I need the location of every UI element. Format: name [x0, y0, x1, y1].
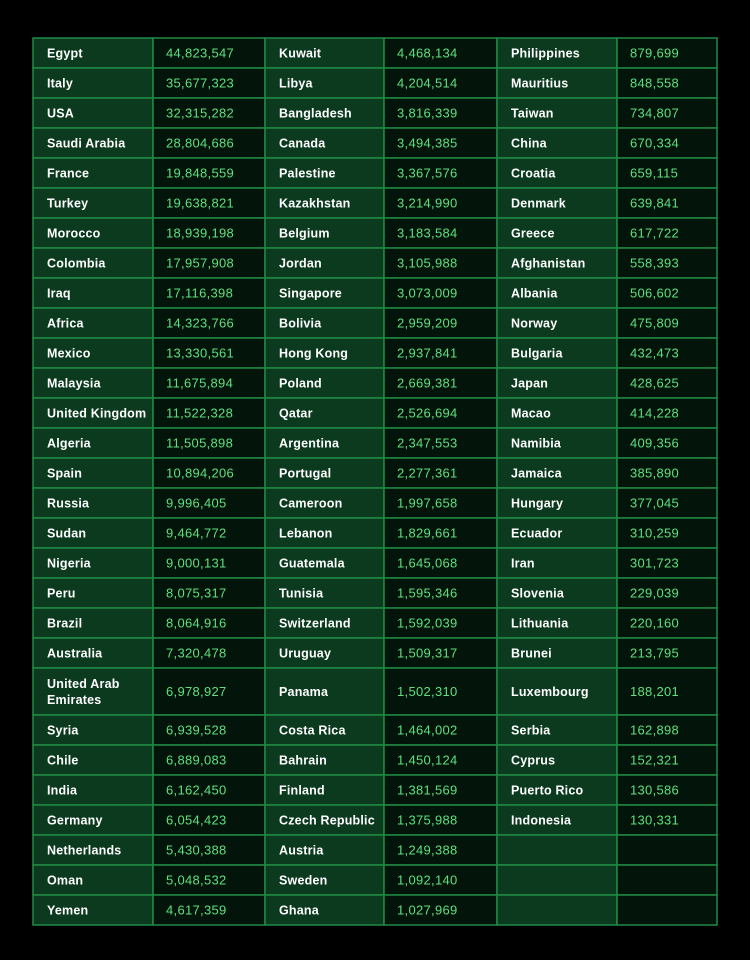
country-label: Brazil — [47, 616, 83, 631]
country-label: Spain — [47, 466, 83, 481]
country-label: Bahrain — [279, 753, 327, 768]
value-label: 19,638,821 — [166, 195, 235, 211]
country-label: Taiwan — [511, 106, 554, 121]
country-label: Hong Kong — [279, 346, 349, 361]
value-label: 659,115 — [630, 165, 679, 181]
value-label: 2,526,694 — [397, 405, 458, 421]
value-label: 4,204,514 — [397, 75, 458, 91]
value-label: 18,939,198 — [166, 225, 235, 241]
value-label: 670,334 — [630, 135, 680, 151]
value-label: 162,898 — [630, 722, 680, 738]
country-label-line: Emirates — [47, 693, 102, 707]
country-label: Mauritius — [511, 76, 569, 91]
value-label: 4,617,359 — [166, 902, 227, 918]
value-label: 7,320,478 — [166, 645, 227, 661]
country-label: Morocco — [47, 226, 101, 241]
country-label: Qatar — [279, 406, 313, 421]
value-label: 32,315,282 — [166, 105, 235, 121]
country-label: Cyprus — [511, 753, 556, 768]
country-label: Switzerland — [279, 616, 351, 631]
value-label: 188,201 — [630, 684, 680, 699]
value-label: 558,393 — [630, 255, 680, 271]
value-label: 44,823,547 — [166, 45, 235, 61]
value-label: 6,889,083 — [166, 752, 227, 768]
country-label: Germany — [47, 813, 103, 828]
country-label: Guatemala — [279, 556, 345, 571]
value-label: 13,330,561 — [166, 345, 235, 361]
country-label: Mexico — [47, 346, 91, 361]
country-cell — [33, 668, 153, 715]
value-label: 5,048,532 — [166, 872, 227, 888]
country-label: China — [511, 136, 547, 151]
value-label: 28,804,686 — [166, 135, 235, 151]
country-cell — [497, 865, 617, 895]
country-label: Libya — [279, 76, 313, 91]
country-label: Japan — [511, 376, 549, 391]
country-label: Poland — [279, 376, 322, 391]
value-label: 409,356 — [630, 435, 680, 451]
value-label: 506,602 — [630, 285, 680, 301]
country-label: Portugal — [279, 466, 332, 481]
country-label: Ecuador — [511, 526, 563, 541]
country-label: Sweden — [279, 873, 328, 888]
value-label: 1,375,988 — [397, 812, 458, 828]
country-label: Palestine — [279, 166, 336, 181]
value-label: 1,645,068 — [397, 555, 458, 571]
value-label: 2,669,381 — [397, 375, 458, 391]
value-label: 152,321 — [630, 752, 680, 768]
country-label: Finland — [279, 783, 325, 798]
value-label: 3,214,990 — [397, 195, 458, 211]
country-label: Macao — [511, 406, 551, 421]
country-label: Russia — [47, 496, 90, 511]
country-label: USA — [47, 106, 74, 121]
country-label: Namibia — [511, 436, 562, 451]
country-label: Sudan — [47, 526, 87, 541]
value-label: 1,464,002 — [397, 722, 458, 738]
country-label: Nigeria — [47, 556, 91, 571]
value-cell — [617, 865, 717, 895]
country-label: Slovenia — [511, 586, 565, 601]
value-label: 11,505,898 — [166, 435, 234, 451]
country-label: India — [47, 783, 78, 798]
country-label: Panama — [279, 685, 329, 699]
value-label: 130,586 — [630, 782, 680, 798]
value-label: 301,723 — [630, 555, 680, 571]
country-label: Egypt — [47, 46, 83, 61]
value-label: 639,841 — [630, 195, 680, 211]
value-cell — [617, 835, 717, 865]
country-cell — [497, 895, 617, 925]
country-label: Peru — [47, 586, 76, 601]
country-label: Netherlands — [47, 843, 122, 858]
country-label: Bangladesh — [279, 106, 352, 121]
country-label: Serbia — [511, 723, 551, 738]
value-label: 1,509,317 — [397, 645, 458, 661]
country-label: Greece — [511, 226, 555, 241]
value-label: 229,039 — [630, 585, 680, 601]
country-label: Philippines — [511, 46, 580, 61]
value-label: 6,054,423 — [166, 812, 227, 828]
value-label: 1,595,346 — [397, 585, 458, 601]
value-label: 2,937,841 — [397, 345, 458, 361]
country-label: Syria — [47, 723, 79, 738]
value-label: 11,675,894 — [166, 375, 234, 391]
value-label: 130,331 — [630, 812, 680, 828]
value-label: 1,450,124 — [397, 752, 458, 768]
value-label: 17,116,398 — [166, 285, 234, 301]
value-label: 414,228 — [630, 405, 680, 421]
value-label: 2,347,553 — [397, 435, 458, 451]
value-label: 3,367,576 — [397, 165, 458, 181]
value-label: 3,183,584 — [397, 225, 458, 241]
country-label: Croatia — [511, 166, 556, 181]
country-label: Yemen — [47, 903, 89, 918]
value-label: 14,323,766 — [166, 315, 235, 331]
country-label: Norway — [511, 316, 558, 331]
country-label: Turkey — [47, 196, 89, 211]
value-label: 3,073,009 — [397, 285, 458, 301]
country-label: Oman — [47, 873, 84, 888]
value-label: 9,996,405 — [166, 495, 227, 511]
value-label: 4,468,134 — [397, 45, 458, 61]
value-cell — [617, 895, 717, 925]
country-label: Bulgaria — [511, 346, 563, 361]
country-label: Indonesia — [511, 813, 572, 828]
value-label: 1,502,310 — [397, 684, 458, 699]
value-label: 35,677,323 — [166, 75, 235, 91]
value-label: 11,522,328 — [166, 405, 234, 421]
country-label: Belgium — [279, 226, 330, 241]
value-label: 9,000,131 — [166, 555, 227, 571]
value-label: 1,997,658 — [397, 495, 458, 511]
value-label: 2,277,361 — [397, 465, 458, 481]
value-label: 377,045 — [630, 495, 680, 511]
value-label: 6,162,450 — [166, 782, 227, 798]
country-label: Jamaica — [511, 466, 562, 481]
country-label: Australia — [47, 646, 103, 661]
country-label: Kuwait — [279, 46, 322, 61]
value-label: 17,957,908 — [166, 255, 235, 271]
country-label: Cameroon — [279, 496, 343, 511]
country-label: Albania — [511, 286, 558, 301]
country-label: Jordan — [279, 256, 322, 271]
value-label: 6,939,528 — [166, 722, 227, 738]
value-label: 8,075,317 — [166, 585, 227, 601]
country-label: Puerto Rico — [511, 783, 584, 798]
value-label: 310,259 — [630, 525, 680, 541]
value-label: 475,809 — [630, 315, 680, 331]
country-label: Ghana — [279, 903, 319, 918]
country-label: Czech Republic — [279, 813, 375, 828]
country-label: Singapore — [279, 286, 342, 301]
table-cells — [33, 38, 717, 925]
value-label: 19,848,559 — [166, 165, 235, 181]
country-label: Iran — [511, 556, 535, 571]
country-label: Africa — [47, 316, 84, 331]
country-label: Kazakhstan — [279, 196, 351, 211]
country-label: Bolivia — [279, 316, 322, 331]
value-label: 3,494,385 — [397, 135, 458, 151]
value-label: 1,829,661 — [397, 525, 458, 541]
country-label: Tunisia — [279, 586, 324, 601]
country-label: Malaysia — [47, 376, 101, 391]
country-label: Denmark — [511, 196, 566, 211]
value-label: 6,978,927 — [166, 684, 227, 699]
country-label: Chile — [47, 753, 79, 768]
country-label: Canada — [279, 136, 326, 151]
value-label: 848,558 — [630, 75, 680, 91]
value-label: 1,249,388 — [397, 842, 458, 858]
value-label: 432,473 — [630, 345, 680, 361]
country-label: France — [47, 166, 90, 181]
value-label: 1,092,140 — [397, 872, 458, 888]
country-label: Lithuania — [511, 616, 569, 631]
country-label: Algeria — [47, 436, 91, 451]
value-label: 3,105,988 — [397, 255, 458, 271]
value-label: 8,064,916 — [166, 615, 227, 631]
country-cell — [497, 835, 617, 865]
country-label: Uruguay — [279, 646, 332, 661]
country-label: Afghanistan — [511, 256, 586, 271]
value-label: 1,592,039 — [397, 615, 458, 631]
value-label: 2,959,209 — [397, 315, 458, 331]
value-label: 1,027,969 — [397, 902, 458, 918]
country-label: Argentina — [279, 436, 340, 451]
country-label: Colombia — [47, 256, 106, 271]
value-label: 10,894,206 — [166, 465, 235, 481]
value-label: 213,795 — [630, 645, 680, 661]
value-label: 9,464,772 — [166, 525, 227, 541]
value-label: 3,816,339 — [397, 105, 458, 121]
value-label: 385,890 — [630, 465, 680, 481]
value-label: 617,722 — [630, 225, 680, 241]
value-label: 428,625 — [630, 375, 680, 391]
country-label-line: United Arab — [47, 677, 120, 691]
country-label: Luxembourg — [511, 685, 589, 699]
value-label: 5,430,388 — [166, 842, 227, 858]
country-label: Costa Rica — [279, 723, 346, 738]
country-label: Saudi Arabia — [47, 136, 126, 151]
country-label: Lebanon — [279, 526, 333, 541]
country-label: Austria — [279, 843, 324, 858]
country-label: Iraq — [47, 286, 71, 301]
country-label: Italy — [47, 76, 74, 91]
country-label: United Kingdom — [47, 406, 147, 421]
country-label: Brunei — [511, 646, 552, 661]
value-label: 734,807 — [630, 105, 680, 121]
value-label: 1,381,569 — [397, 782, 458, 798]
value-label: 220,160 — [630, 615, 680, 631]
value-label: 879,699 — [630, 45, 680, 61]
country-label: Hungary — [511, 496, 564, 511]
